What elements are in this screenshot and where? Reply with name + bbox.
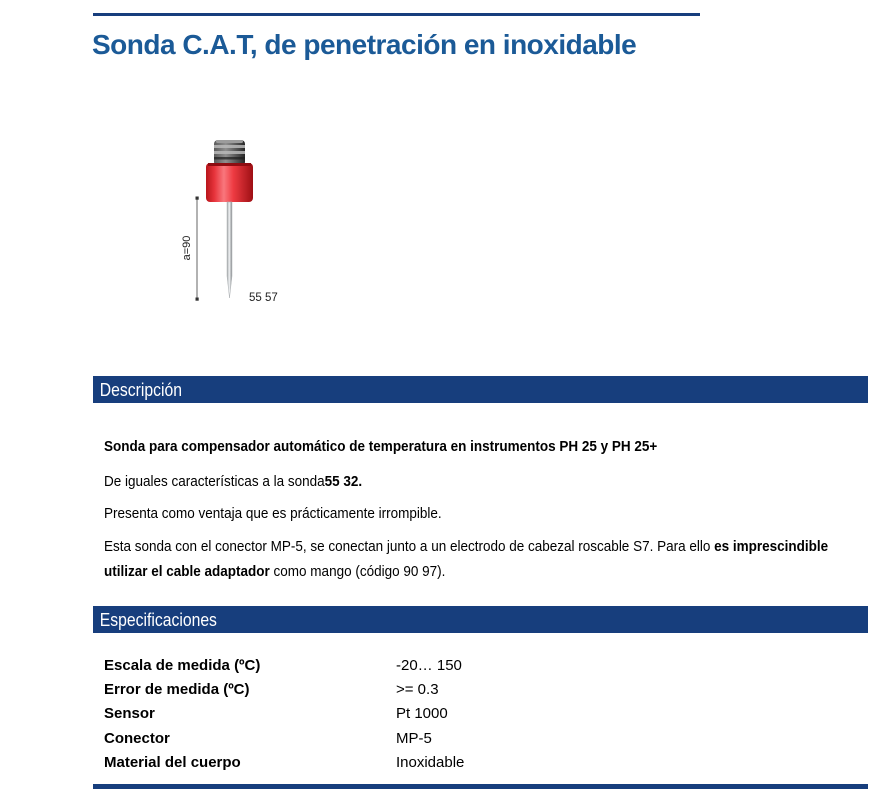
probe-needle xyxy=(227,202,232,298)
spec-value: >= 0.3 xyxy=(396,680,439,698)
description-paragraph: De iguales características a la sonda55 32. xyxy=(104,473,363,490)
description-paragraph: Esta sonda con el conector MP-5, se conectan junto a un electrodo de cabezal roscable S7. Para ello es imprescindible utilizar el cable adaptador como mango (código 90 97). xyxy=(104,538,829,580)
spec-row xyxy=(104,702,804,726)
spec-row xyxy=(104,653,804,677)
page-title: Sonda C.A.T, de penetración en inoxidable xyxy=(92,29,637,60)
section-header-descripcion xyxy=(93,376,868,403)
spec-value: Pt 1000 xyxy=(396,705,448,723)
description-paragraph: Sonda para compensador automático de temperatura en instrumentos PH 25 y PH 25+ xyxy=(104,438,658,455)
spec-label: Sensor xyxy=(104,705,155,723)
dimension-label: a=90 xyxy=(181,235,193,261)
section-header-especificaciones xyxy=(93,606,868,633)
spec-row xyxy=(104,726,804,750)
description-body xyxy=(104,434,851,584)
dimension-annotation xyxy=(181,197,199,301)
spec-row xyxy=(104,750,804,774)
spec-label: Error de medida (ºC) xyxy=(104,680,250,698)
spec-value: Inoxidable xyxy=(396,753,465,771)
spec-value: MP-5 xyxy=(396,729,432,747)
spec-value: -20… 150 xyxy=(396,656,462,674)
top-rule-divider xyxy=(93,13,700,16)
probe-illustration xyxy=(178,136,308,308)
section-header-label: Descripción xyxy=(99,378,182,400)
section-header-label: Especificaciones xyxy=(99,608,217,630)
spec-label: Escala de medida (ºC) xyxy=(104,656,261,674)
bottom-rule-divider xyxy=(93,784,868,789)
probe-cap xyxy=(214,140,245,166)
probe-body xyxy=(206,163,253,202)
spec-label: Material del cuerpo xyxy=(104,753,241,771)
product-code: 55 57 xyxy=(249,292,278,304)
spec-label: Conector xyxy=(104,729,170,747)
specifications-table xyxy=(104,653,804,774)
description-paragraph: Presenta como ventaja que es prácticamente irrompible. xyxy=(104,505,442,522)
spec-row xyxy=(104,677,804,701)
